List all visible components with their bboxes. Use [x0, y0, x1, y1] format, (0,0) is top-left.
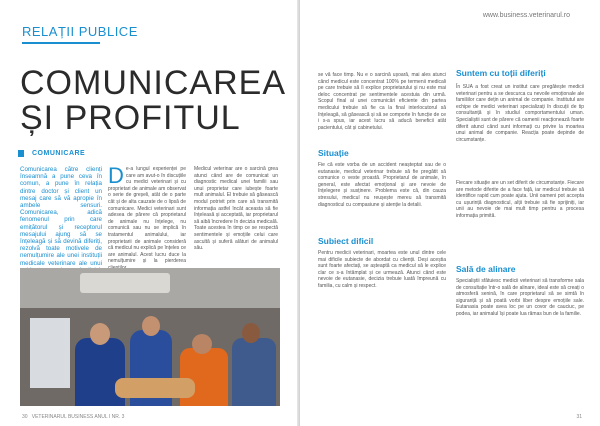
right-page-number: 31	[576, 414, 582, 420]
body-column-4: În SUA a fost creat un institut care pregătește medicii veterinari pentru a se descurca cu nevoile emoționale ale familiilor care dețin un animal de companie. Institutul are echipe de medici veterinari specializați în discuții de tip consultanță și în studiul comportamentului uman. Specialiștii sunt de părere că oamenii reacționează foarte diferit atunci când sunt informați cu privire la moartea unui animal de companie. Reacția poate depinde de circumstanțe.	[456, 84, 584, 143]
category-label: COMUNICARE	[18, 150, 85, 157]
body-column-2: Medicul veterinar are o sarcină grea atunci când are de comunicat un diagnostic medical unei familii sau unui proprietar care iubește foarte mult animalul. El trebuie să găsească modul potrivit prin care să transmită informația astfel încât aceasta să fie înțeleasă și acceptată, iar proprietarul să aibă încredere în decizia medicală. Toate acestea în timp ce se respectă sentimentele și emoțiile celui care ascultă și suferă alături de animalul său.	[194, 166, 278, 252]
article-photo	[20, 268, 280, 406]
website-url: www.business.veterinarul.ro	[482, 12, 570, 19]
article-intro: Comunicarea către clienți înseamnă a pune ceva în comun, a pune în relația dintre doctor și client un mesaj care să vă apropie în ambele sensuri. Comunicarea, adică fenomenul prin care emițătorul și receptorul mesajului ajung să se înțeleagă și să devină diferiți, rezolvă toate motivele de nemulțumire ale unei instituții medicale veterinare ale unui	[20, 166, 102, 267]
section-rule	[22, 42, 100, 44]
drop-cap: D	[108, 163, 124, 188]
left-page-footer	[22, 414, 124, 420]
right-page	[300, 0, 600, 426]
body-column-3: se vă face timp. Nu e o sarcină ușoară, mai ales atunci când medicul este concentrat 100% pe termenii medicali pe care trebuie să îi explice proprietarului și nu este mai deloc concentrat pe sentimentele acestuia din urmă. Scopul final al unei comunicări eficiente din partea medicului trebuie să fie ca la final interlocutorul să înțeleagă, să găsească și să se comporte în funcție de ce i s-a spus, iar acest lucru să aducă beneficii atât pacientului, cât și cabinetului.	[318, 72, 446, 131]
body-column-3c: Pentru medicii veterinari, moartea este unul dintre cele mai dificile subiecte de abordat cu clienții. Deși aceștia sunt foarte afectați, se așteaptă ca medicul să le explice clar ce s-a întâmplat și ce urmează. Atunci când este nevoie de eutanasie, decizia trebuie luată împreună cu familia, cu calm și respect.	[318, 250, 446, 289]
article-title	[20, 66, 310, 136]
body-column-1: De-a lungul experienței pe care am avut-o în discuțiile cu medici veterinari și cu proprietari de animale am observat o serie de greșeli, atât de o parte cât și de alta cauzate de o lipsă de comunicare. Medici veterinari sunt adesea de părere că proprietarul de animale nu înțelege, nu comunică sau nu se implică în tratamentul animalului, iar proprietarii de animale consideră că medicul nu explică pe înțeles ce are animalul. Acest lucru duce la nemulțumire și la pierderea	[108, 163, 186, 265]
body-column-4b: Fiecare situație are un set diferit de circumstanțe. Fiecare are metode diferite de a face față, iar medicul trebuie să identifice rapid cum poate ajuta. Unii oameni pot accepta cu ușurință diagnosticul, alții trebuie să fie sprijiniți, iar unii au nevoie de mai mult timp pentru a procesa informația primită.	[456, 180, 584, 219]
heading-sala-alinare: Sală de alinare	[456, 264, 516, 274]
body-column-4c: Specialiștii sfătuiesc medicii veterinari să transforme sala de consultație într-o sală de alinare, ideal este să creați o atmosferă senină, în care proprietarul să se simtă în siguranță și să poată vorbi liber despre emoțiile sale. Eutanasia poate avea loc pe un covor de cauciuc, pe podea, iar animalul își poate lua rămas bun de la familie.	[456, 278, 584, 317]
heading-suntem-diferiti: Suntem cu toții diferiți	[456, 68, 546, 78]
heading-situatie: Situație	[318, 148, 349, 158]
left-page-number: 30	[22, 414, 28, 420]
body-column-3b: Fie că este vorba de un accident neașteptat sau de o eutanasie, medicul veterinar trebuie să fie pregătit să comunice o veste proastă. Proprietarul de animale, în general, este afectat emoțional și are nevoie de înțelegere și susținere. Problema este că, din cauza stresului, medicul nu reușește mereu să transmită diagnosticul cu compasiune și atenție la detalii.	[318, 162, 446, 208]
title-line-1: COMUNICAREA	[20, 64, 287, 102]
heading-subiect-dificil: Subiect dificil	[318, 236, 374, 246]
publication-name: VETERINARUL BUSINESS ANUL I NR. 3	[31, 414, 125, 420]
section-label: RELAȚII PUBLICE	[22, 24, 138, 39]
title-line-2: ȘI PROFITUL	[20, 99, 241, 137]
